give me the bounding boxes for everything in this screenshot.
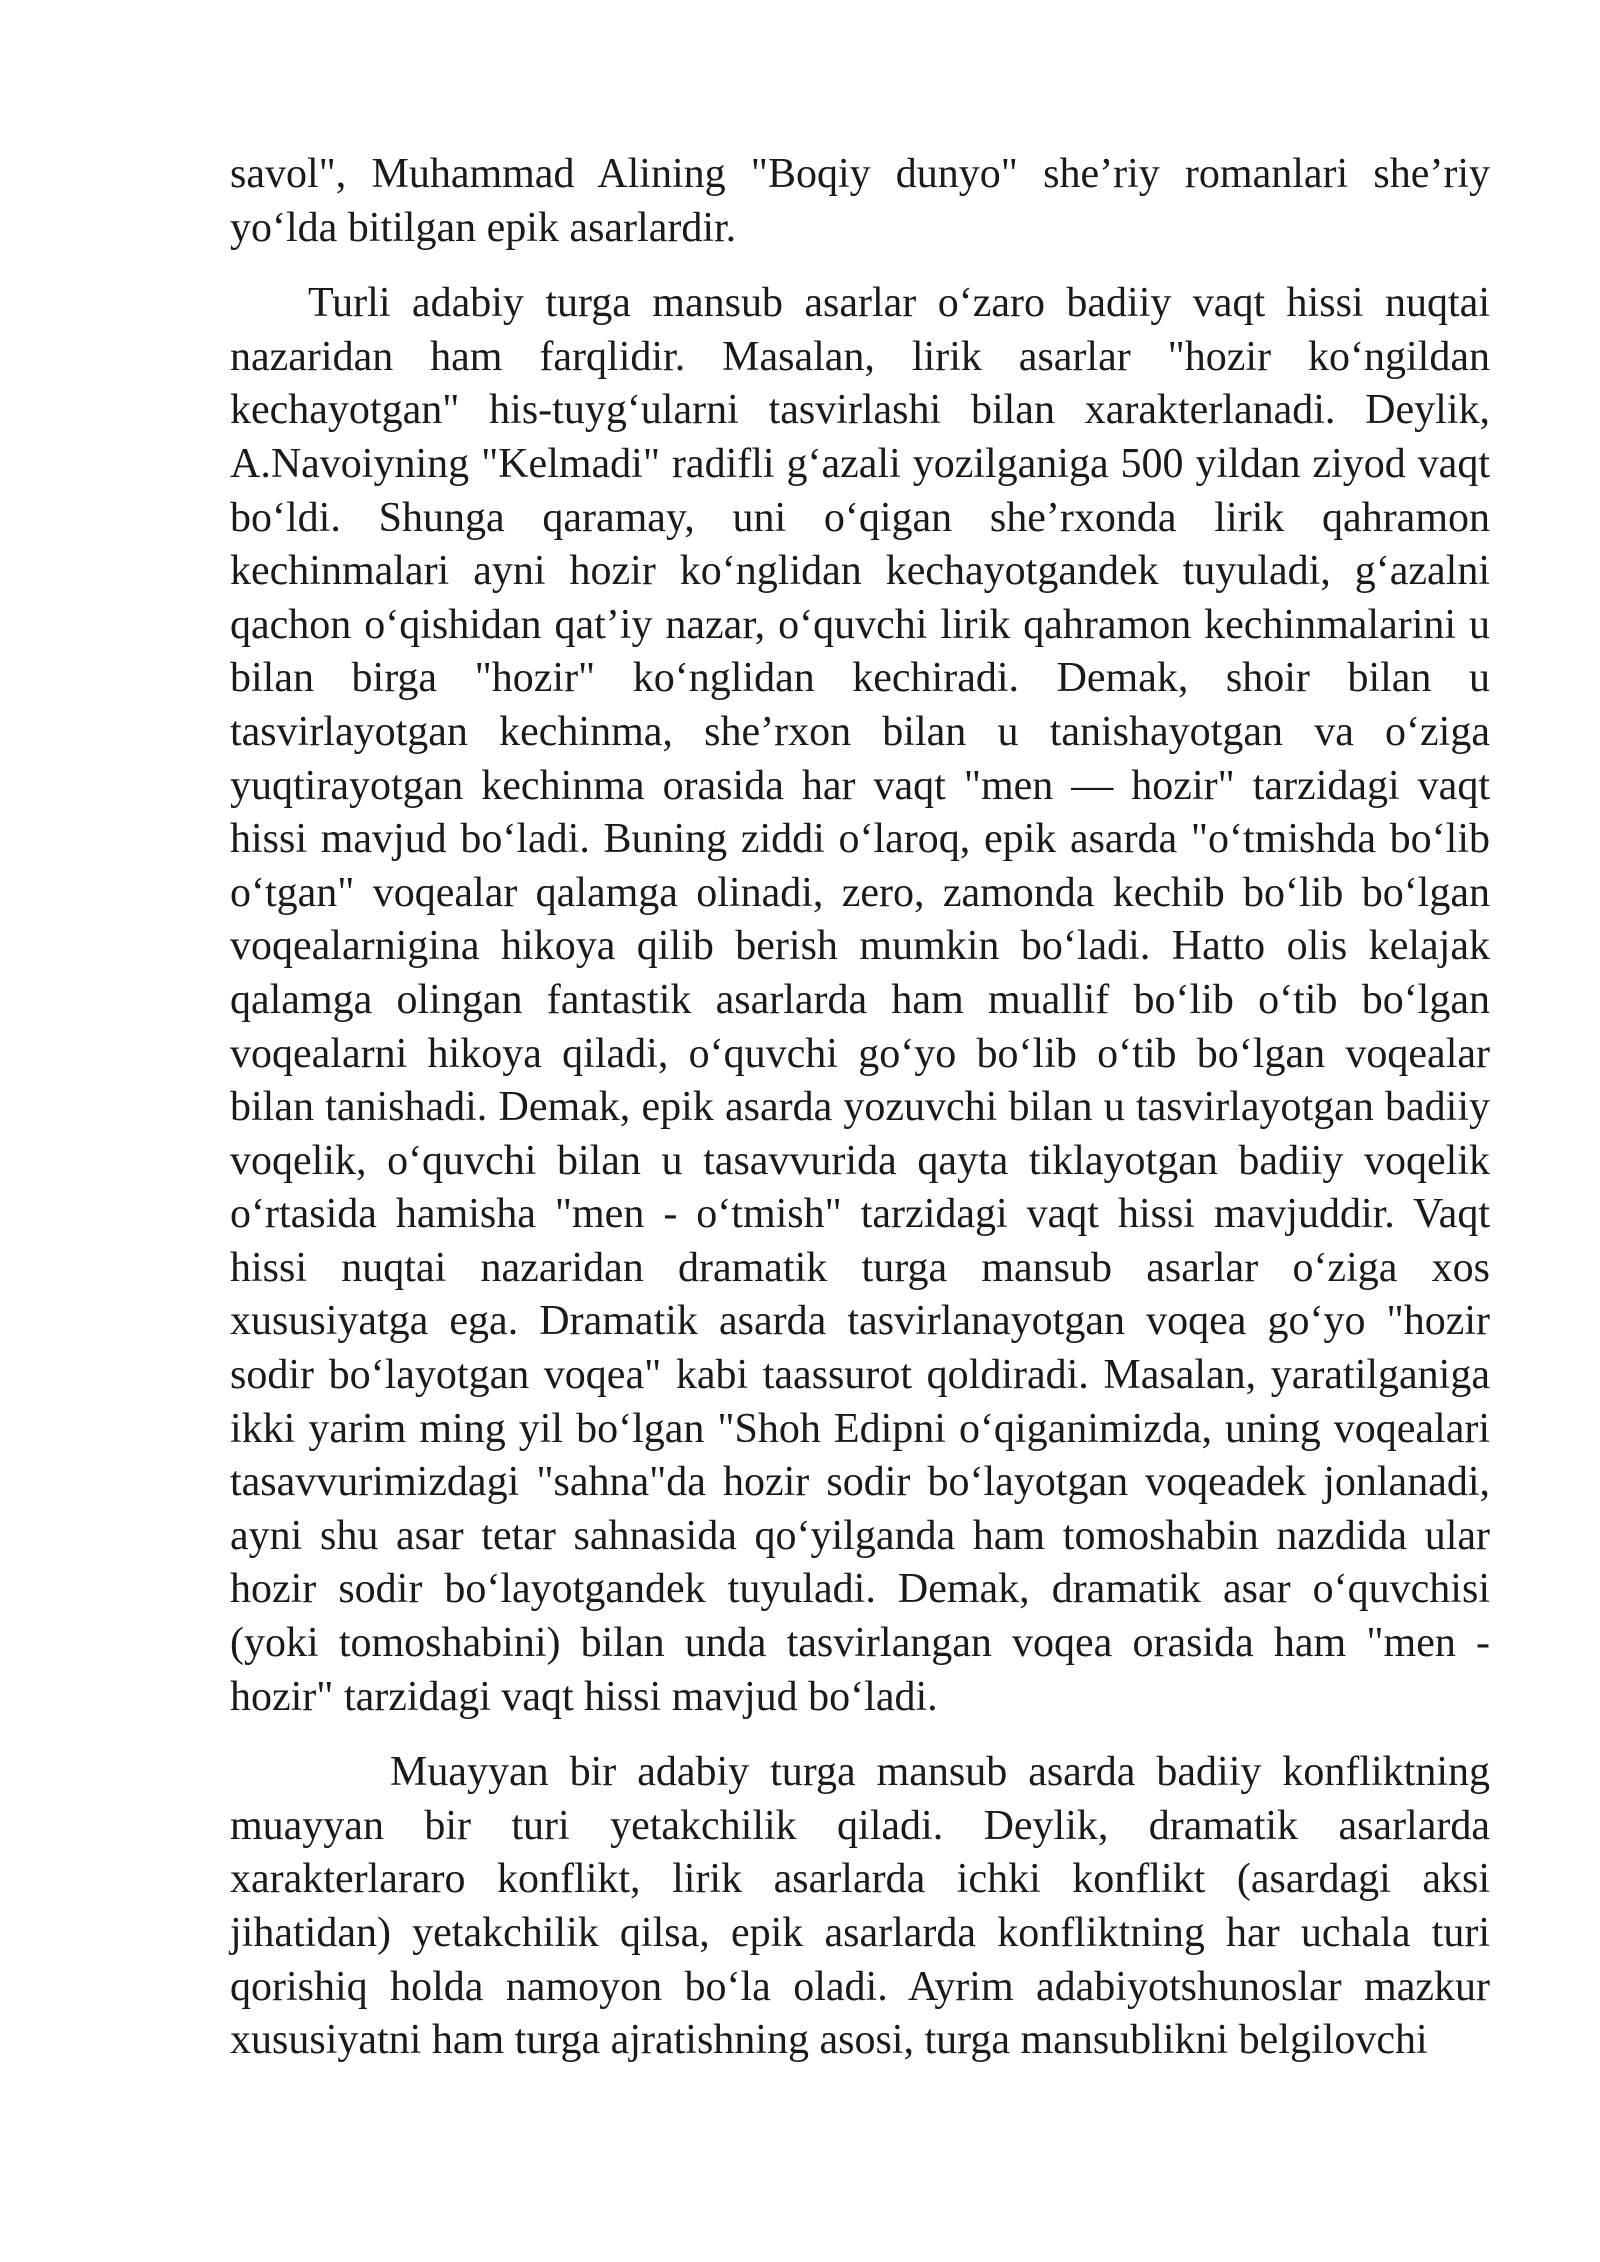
paragraph-time-sense: Turli adabiy turga mansub asarlar o‘zaro badiiy vaqt hissi nuqtai nazaridan ham farqlidir. Masalan, lirik asarlar "hozir ko‘ngildan kechayotgan" his-tuyg‘ularni tasvirlashi bilan xarakterlanadi. Deylik, A.Navoiyning "Kelmadi" radifli g‘azali yozilganiga 500 yildan ziyod vaqt bo‘ldi. Shunga qaramay, uni o‘qigan she’rxonda lirik qahramon kechinmalari ayni hozir ko‘nglidan kechayotgandek tuyuladi, g‘azalni qachon o‘qishidan qat’iy nazar, o‘quvchi lirik qahramon kechinmalarini u bilan birga "hozir" ko‘nglidan kechiradi. Demak, shoir bilan u tasvirlayotgan kechinma, she’rxon bilan u tanishayotgan va o‘ziga yuqtirayotgan kechinma orasida har vaqt "men — hozir" tarzidagi vaqt hissi mavjud bo‘ladi. Buning ziddi o‘laroq, epik asarda "o‘tmishda bo‘lib o‘tgan" voqealar qalamga olinadi, zero, zamonda kechib bo‘lib bo‘lgan voqealarnigina hikoya qilib berish mumkin bo‘ladi. Hatto olis kelajak qalamga olingan fantastik asarlarda ham muallif bo‘lib o‘tib bo‘lgan voqealarni hikoya qiladi, o‘quvchi go‘yo bo‘lib o‘tib bo‘lgan voqealar bilan tanishadi. Demak, epik asarda yozuvchi bilan u tasvirlayotgan badiiy voqelik, o‘quvchi bilan u tasavvurida qayta tiklayotgan badiiy voqelik o‘rtasida hamisha "men - o‘tmish" tarzidagi vaqt hissi mavjuddir. Vaqt hissi nuqtai nazaridan dramatik turga mansub asarlar o‘ziga xos xususiyatga ega. Dramatik asarda tasvirlanayotgan voqea go‘yo "hozir sodir bo‘layotgan voqea" kabi taassurot qoldiradi. Masalan, yaratilganiga ikki yarim ming yil bo‘lgan "Shoh Edipni o‘qiganimizda, uning voqealari tasavvurimizdagi "sahna"da hozir sodir bo‘layotgan voqeadek jonlanadi, ayni shu asar tetar sahnasida qo‘yilganda ham tomoshabin nazdida ular hozir sodir bo‘layotgandek tuyuladi. Demak, dramatik asar o‘quvchisi (yoki tomoshabini) bilan unda tasvirlangan voqea orasida ham "men - hozir" tarzidagi vaqt hissi mavjud bo‘ladi. <box>230 280 1490 1720</box>
paragraph-conflict: Muayyan bir adabiy turga mansub asarda badiiy konfliktning muayyan bir turi yetakchilik qiladi. Deylik, dramatik asarlarda xarakterlararo konflikt, lirik asarlarda ichki konflikt (asardagi aksi jihatidan) yetakchilik qilsa, epik asarlarda konfliktning har uchala turi qorishiq holda namoyon bo‘la oladi. Ayrim adabiyotshunoslar mazkur xususiyatni ham turga ajratishning asosi, turga mansublikni belgilovchi <box>230 1749 1490 2064</box>
document-page <box>230 148 1490 2068</box>
paragraph-continuation: savol", Muhammad Alining "Boqiy dunyo" she’riy romanlari she’riy yo‘lda bitilgan epik asarlardir. <box>230 151 1490 251</box>
